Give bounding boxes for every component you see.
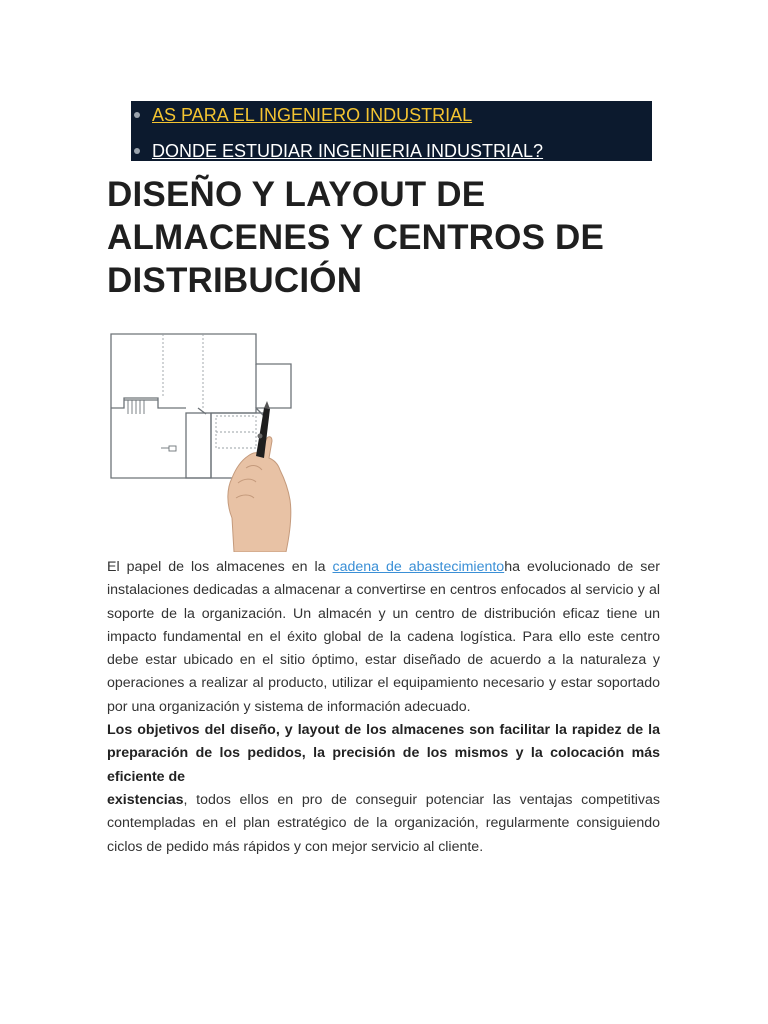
paragraph-text: ha evolucionado de ser instalaciones dedicadas a almacenar a convertirse en centros enfocados al servicio y al soporte de la organización. Un almacén y un centro de distribución eficaz tiene un impacto fundamental en el éxito global de la cadena logística. Para ello este centro debe estar ubicado en el sitio óptimo, estar diseñado de acuerdo a la naturaleza y operaciones a realizar al producto, utilizar el equipamiento necesario y estar soportado por una organización y sistema de información adecuado. <box>107 559 660 715</box>
paragraph-bold-word: existencias <box>107 791 184 808</box>
paragraph-text: El papel de los almacenes en la <box>107 559 333 575</box>
paragraph-objectives <box>107 719 660 859</box>
nav-link-list <box>131 101 652 161</box>
bullet-icon <box>134 148 140 154</box>
link-cadena-de-abastecimiento[interactable]: cadena de abastecimiento <box>332 559 505 575</box>
article-body <box>107 556 660 859</box>
paragraph-intro <box>107 556 660 719</box>
nav-link-donde-estudiar[interactable]: DONDE ESTUDIAR INGENIERIA INDUSTRIAL? <box>152 141 544 161</box>
floor-plan-drawing <box>106 328 298 552</box>
nav-list-item <box>131 102 652 131</box>
nav-link-ingeniero-industrial[interactable]: AS PARA EL INGENIERO INDUSTRIAL <box>152 105 473 125</box>
page-title: DISEÑO Y LAYOUT DE ALMACENES Y CENTROS DE DISTRIBUCIÓN <box>107 175 605 300</box>
paragraph-bold-text: Los objetivos del diseño, y layout de los almacenes son facilitar la rapidez de la preparación de los pedidos, la precisión de los mismos y la colocación más eficiente de <box>107 722 660 785</box>
paragraph-text: , todos ellos en pro de conseguir potenciar las ventajas competitivas contempladas en el plan estratégico de la organización, regularmente consiguiendo ciclos de pedido más rápidos y con mejor servicio al cliente. <box>107 791 660 855</box>
bullet-icon <box>134 112 140 118</box>
warehouse-layout-illustration <box>106 328 298 552</box>
nav-list-item <box>131 138 652 167</box>
